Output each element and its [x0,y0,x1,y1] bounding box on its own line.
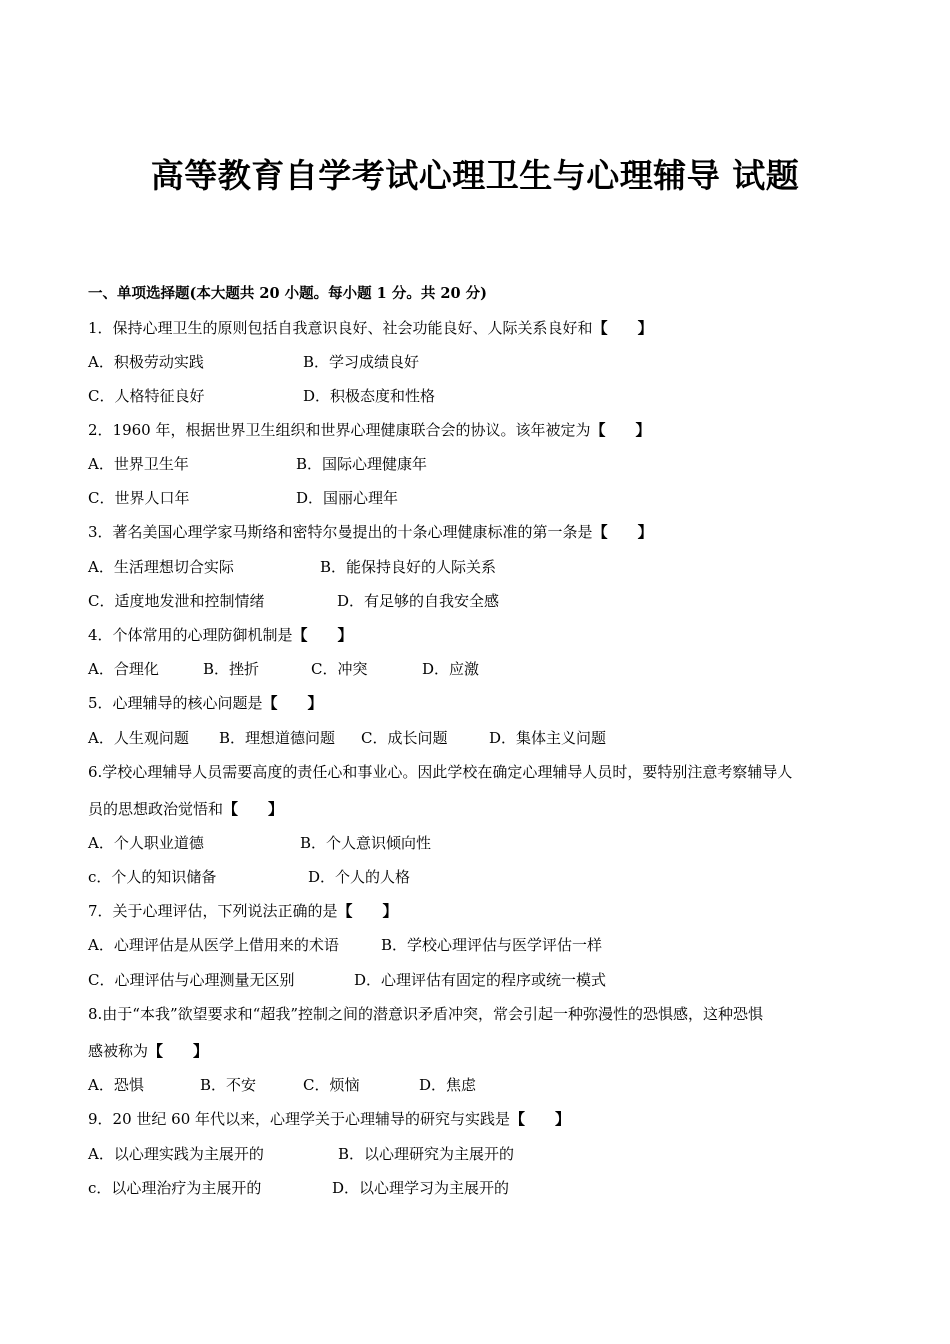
option-c: C．成长问题 [361,729,448,747]
option-d: D．个人的人格 [308,868,411,886]
option-a: A．恐惧 [88,1076,144,1094]
question-6-options-row-1 [88,832,431,854]
question-1-options-row-2 [88,385,435,407]
option-c: C．人格特征良好 [88,387,205,405]
option-d: D．国丽心理年 [296,489,399,507]
option-c: c．以心理治疗为主展开的 [88,1179,262,1197]
answer-bracket: 【 】 [148,1042,209,1060]
question-stem-line-2: 感被称为 [88,1042,149,1060]
question-stem: 5．心理辅导的核心问题是 [88,694,263,712]
answer-bracket: 【 】 [337,902,398,920]
option-d: D．以心理学习为主展开的 [332,1179,510,1197]
option-c: C．世界人口年 [88,489,190,507]
option-b: B．挫折 [203,660,260,678]
page-title: 高等教育自学考试心理卫生与心理辅导 试题 [150,156,800,195]
question-9-options-row-1 [88,1143,514,1165]
option-b: B．不安 [200,1076,257,1094]
option-a: A．心理评估是从医学上借用来的术语 [88,936,339,954]
question-9-options-row-2 [88,1177,509,1199]
question-6-continued [88,798,283,820]
question-3-options-row-2 [88,590,499,612]
question-5 [88,692,323,714]
section-header: 一、单项选择题(本大题共 20 小题。每小题 1 分。共 20 分) [88,285,487,302]
option-b: B．以心理研究为主展开的 [338,1145,515,1163]
question-stem: 3．著名美国心理学家马斯络和密特尔曼提出的十条心理健康标准的第一条是 [88,523,593,541]
answer-bracket: 【 】 [592,523,653,541]
option-b: B．国际心理健康年 [296,455,428,473]
question-2 [88,419,651,441]
question-9 [88,1108,570,1130]
question-7 [88,900,398,922]
option-d: D．应激 [422,660,480,678]
option-a: A．合理化 [88,660,159,678]
question-3 [88,521,653,543]
answer-bracket: 【 】 [592,319,653,337]
question-stem: 7．关于心理评估，下列说法正确的是 [88,902,338,920]
option-d: D．焦虑 [419,1076,477,1094]
question-stem-line-1: 8.由于“本我”欲望要求和“超我”控制之间的潜意识矛盾冲突，常会引起一种弥漫性的恐惧感，这种恐惧 [88,1005,763,1023]
option-d: D．心理评估有固定的程序或统一模式 [354,971,607,989]
option-a: A．以心理实践为主展开的 [88,1145,264,1163]
question-stem-line-1: 6.学校心理辅导人员需要高度的责任心和事业心。因此学校在确定心理辅导人员时，要特别注意考察辅导人 [88,763,793,781]
answer-bracket: 【 】 [590,421,651,439]
option-b: B．能保持良好的人际关系 [320,558,497,576]
question-stem: 9．20 世纪 60 年代以来，心理学关于心理辅导的研究与实践是 [88,1110,511,1128]
question-1 [88,317,653,339]
answer-bracket: 【 】 [223,800,284,818]
option-c: c．个人的知识储备 [88,868,217,886]
question-5-options [88,727,606,749]
option-b: B．学校心理评估与医学评估一样 [381,936,603,954]
question-8-continued [88,1040,208,1062]
option-a: A．人生观问题 [88,729,189,747]
option-a: A．积极劳动实践 [88,353,204,371]
question-1-options-row-1 [88,351,419,373]
option-c: C．烦恼 [303,1076,360,1094]
question-7-options-row-1 [88,934,602,956]
option-b: B．学习成绩良好 [303,353,420,371]
option-c: C．心理评估与心理测量无区别 [88,971,295,989]
question-2-options-row-2 [88,487,398,509]
option-b: B．个人意识倾向性 [300,834,432,852]
answer-bracket: 【 】 [292,626,353,644]
question-7-options-row-2 [88,969,606,991]
question-4 [88,624,353,646]
answer-bracket: 【 】 [262,694,323,712]
option-b: B．理想道德问题 [219,729,336,747]
option-d: D．有足够的自我安全感 [337,592,500,610]
option-c: C．冲突 [311,660,368,678]
option-c: C．适度地发泄和控制情绪 [88,592,265,610]
question-stem: 1．保持心理卫生的原则包括自我意识良好、社会功能良好、人际关系良好和 [88,319,593,337]
question-6 [88,761,792,783]
question-stem: 4．个体常用的心理防御机制是 [88,626,293,644]
question-3-options-row-1 [88,556,496,578]
option-a: A．个人职业道德 [88,834,204,852]
question-6-options-row-2 [88,866,410,888]
answer-bracket: 【 】 [510,1110,571,1128]
question-8 [88,1003,763,1025]
option-a: A．生活理想切合实际 [88,558,234,576]
option-a: A．世界卫生年 [88,455,189,473]
question-2-options-row-1 [88,453,427,475]
option-d: D．集体主义问题 [489,729,607,747]
question-4-options [88,658,479,680]
option-d: D．积极态度和性格 [303,387,436,405]
question-8-options [88,1074,476,1096]
question-stem-line-2: 员的思想政治觉悟和 [88,800,224,818]
question-stem: 2．1960 年，根据世界卫生组织和世界心理健康联合会的协议。该年被定为 [88,421,591,439]
